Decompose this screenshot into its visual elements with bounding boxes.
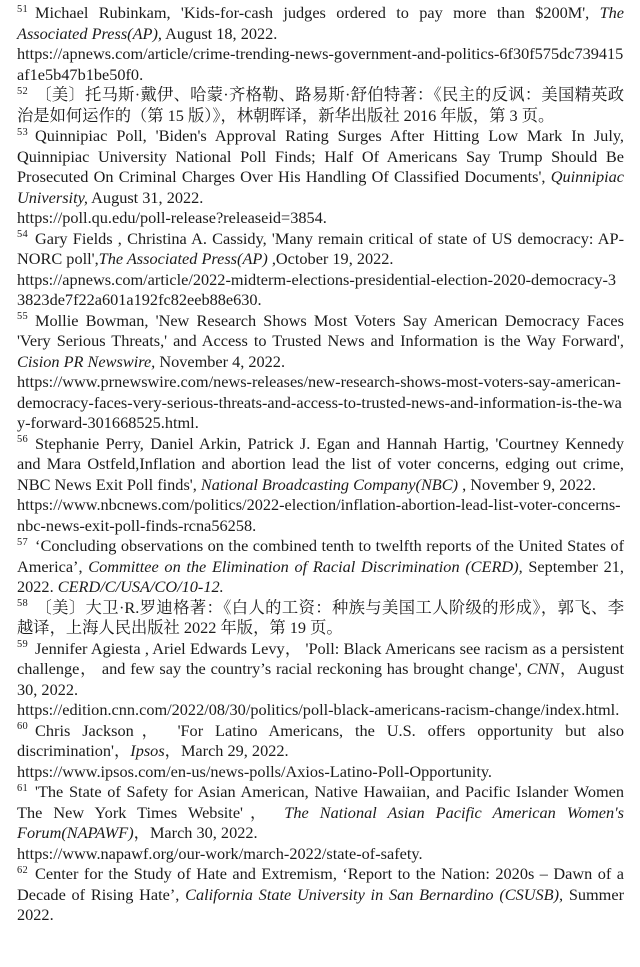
footnote-53	[17, 126, 624, 229]
footnote-source-name: CERD/C/USA/CO/10-12.	[57, 577, 224, 596]
footnote-number: 52	[17, 85, 29, 97]
footnote-text: Gary Fields , Christina A. Cassidy, 'Many remain critical of state of US democracy: AP-NORC poll',	[17, 228, 624, 268]
footnote-source-name: The Associated Press(AP)	[98, 249, 268, 268]
footnote-text: 'The State of Safety for Asian American, Native Hawaiian, and Pacific Islander Women The New York Times Website'，	[17, 782, 624, 822]
footnote-source-name: Ipsos	[130, 741, 165, 760]
footnote-number: 53	[17, 126, 29, 138]
footnote-text: Chris Jackson， 'For Latino Americans, the U.S. offers opportunity but also discrimination'，	[17, 720, 624, 760]
footnote-source-name: Cision PR Newswire,	[17, 351, 156, 371]
footnote-number: 55	[17, 311, 29, 323]
footnote-text: Michael Rubinkam, 'Kids-for-cash judges ordered to pay more than $200M',	[35, 3, 600, 22]
footnote-text: ‘Concluding observations on the combined tenth to twelfth reports of the United States of America’,	[17, 536, 624, 576]
footnote-text: Center for the Study of Hate and Extremism, ‘Report to the Nation: 2020s – Dawn of a Decade of Rising Hate’,	[17, 864, 624, 904]
footnote-52	[17, 85, 624, 126]
footnote-text: Mollie Bowman, 'New Research Shows Most Voters Say American Democracy Faces 'Very Serious Threats,' and Access to Trusted News and Information is the Way Forward',	[17, 310, 624, 350]
footnote-source-name: Committee on the Elimination of Racial Discrimination (CERD),	[88, 556, 523, 576]
footnote-number: 60	[17, 721, 29, 733]
footnote-text: Quinnipiac Poll, 'Biden's Approval Rating Surges After Hitting Low Mark In July, Quinnipiac University National Poll Finds; Half Of Americans Say Trump Should Be Prosecuted On Criminal Charges Over His Handling Of Classified Documents',	[17, 126, 624, 186]
footnote-url: https://poll.qu.edu/poll-release?releaseid=3854.	[17, 208, 327, 227]
footnote-text: , November 9, 2022.	[458, 474, 596, 494]
footnote-59	[17, 639, 624, 721]
footnote-56	[17, 434, 624, 537]
footnote-text: September 21, 2022.	[17, 556, 625, 596]
footnote-source-name: California State University in San Bernardino (CSUSB),	[185, 884, 564, 904]
footnote-51	[17, 3, 624, 85]
footnote-text: ,October 19, 2022.	[267, 249, 394, 268]
footnote-text: November 4, 2022.	[155, 351, 286, 371]
footnote-text: 〔美〕托马斯·戴伊、哈蒙·齐格勒、路易斯·舒伯特著：《民主的反讽：美国精英政治是如何运作的（第 15 版）》，林朝晖译，新华出版社 2016 年版，第 3 页。	[17, 85, 624, 125]
footnote-text: ，August 30, 2022.	[17, 659, 624, 699]
footnote-text: ，March 30, 2022.	[133, 823, 258, 842]
footnote-number: 62	[17, 864, 29, 876]
footnote-list	[17, 3, 624, 926]
footnote-text: Summer 2022.	[17, 884, 624, 924]
footnote-url: https://edition.cnn.com/2022/08/30/politics/poll-black-americans-racism-change/index.html.	[17, 700, 620, 719]
footnote-url: https://www.ipsos.com/en-us/news-polls/Axios-Latino-Poll-Opportunity.	[17, 761, 492, 781]
footnote-text: ，March 29, 2022.	[164, 741, 289, 760]
footnote-text: August 31, 2022.	[88, 187, 204, 207]
footnote-source-name: Quinnipiac University,	[17, 167, 624, 207]
footnote-number: 54	[17, 229, 29, 241]
footnote-number: 61	[17, 782, 29, 794]
footnote-61	[17, 782, 624, 864]
footnote-text: 〔美〕大卫·R.罗迪格著：《白人的工资：种族与美国工人阶级的形成》，郭飞、李越译，上海人民出版社 2022 年版，第 19 页。	[17, 597, 624, 637]
footnote-54	[17, 229, 624, 311]
footnote-55	[17, 311, 624, 434]
footnote-57	[17, 536, 624, 598]
footnote-58	[17, 598, 624, 639]
footnote-60	[17, 721, 624, 783]
footnote-number: 57	[17, 536, 29, 548]
footnote-number: 58	[17, 598, 29, 610]
footnote-source-name: The National Asian Pacific American Women's Forum(NAPAWF)	[17, 802, 624, 842]
footnote-text: August 18, 2022.	[162, 23, 278, 43]
footnote-source-name: National Broadcasting Company(NBC)	[200, 474, 459, 494]
footnote-text: Stephanie Perry, Daniel Arkin, Patrick J. Egan and Hannah Hartig, 'Courtney Kennedy and Mara Ostfeld,Inflation and abortion lead the list of voter concerns, edging out crime, NBC News Exit Poll finds',	[17, 433, 624, 494]
footnote-text: Jennifer Agiesta , Ariel Edwards Levy， 'Poll: Black Americans see racism as a persistent challenge， and few say the country’s racial reckoning has brought change',	[17, 638, 624, 678]
footnote-source-name: The Associated Press(AP),	[17, 3, 624, 43]
footnote-number: 51	[17, 3, 29, 15]
footnote-url: https://www.napawf.org/our-work/march-2022/state-of-safety.	[17, 843, 423, 863]
footnote-source-name: CNN	[526, 659, 560, 678]
footnote-number: 56	[17, 434, 29, 446]
footnote-url: https://apnews.com/article/crime-trending-news-government-and-politics-6f30f575dc739415af1e5b47b1be50f0.	[17, 44, 624, 84]
footnote-number: 59	[17, 639, 29, 651]
footnote-url: https://www.prnewswire.com/news-releases/new-research-shows-most-voters-say-american-democracy-faces-very-serious-threats-and-access-to-trusted-news-and-information-is-the-way-forward-301668525.html.	[17, 372, 622, 432]
footnote-url: https://apnews.com/article/2022-midterm-elections-presidential-election-2020-democracy-33823de7f22a601a192fc82eeb88e630.	[17, 269, 617, 309]
footnote-62	[17, 864, 624, 926]
footnote-url: https://www.nbcnews.com/politics/2022-election/inflation-abortion-lead-list-voter-concerns-nbc-news-exit-poll-finds-rcna56258.	[17, 495, 621, 535]
